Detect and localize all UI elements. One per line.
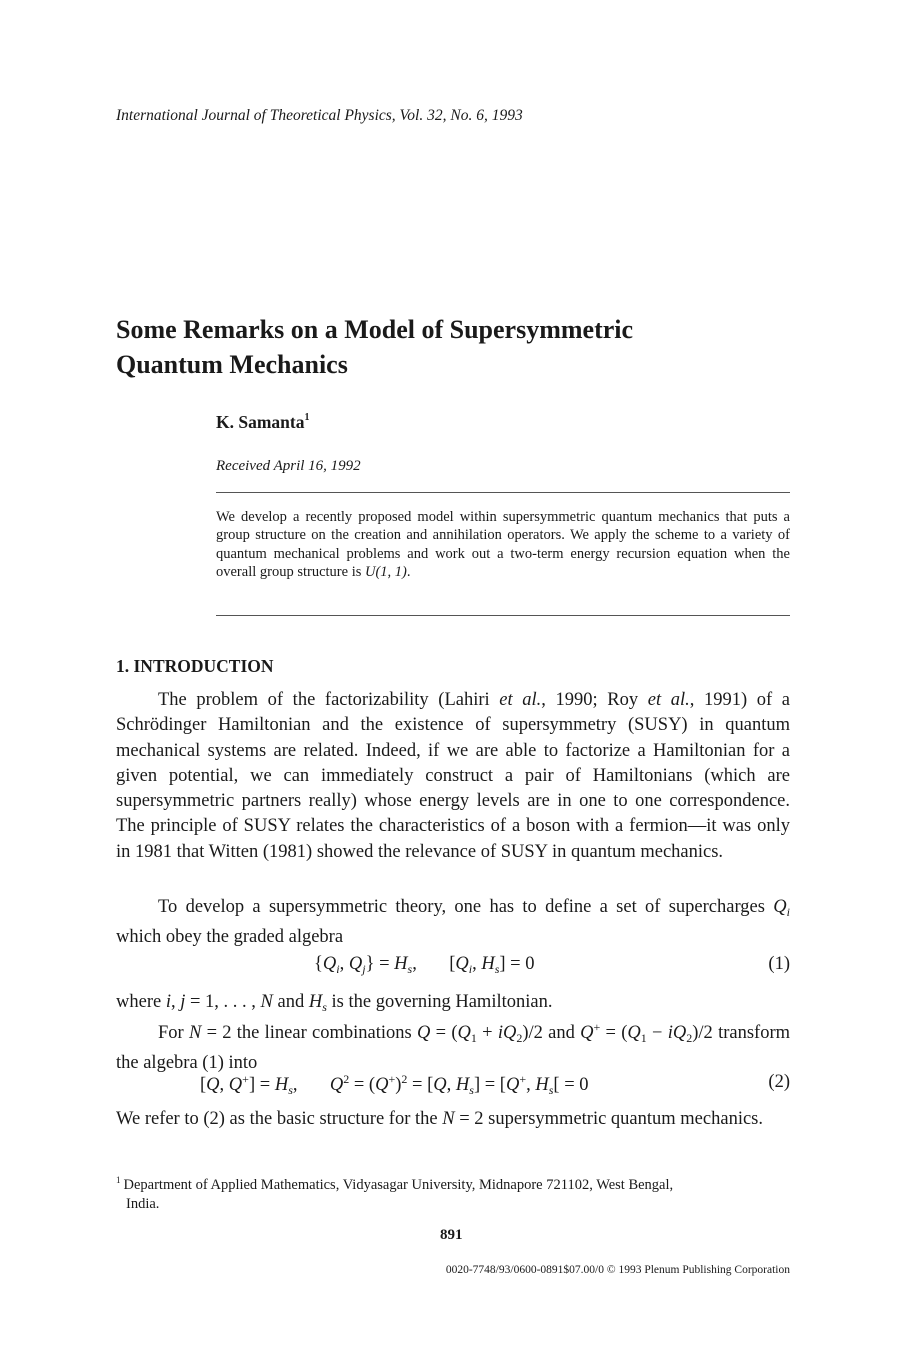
equation-2: [Q, $Q^+] = H_s$, $Q^2 = (Q^+)^2 = [Q$, $H_s] = [Q^+$, $H_s[ = 0$ [200,1072,589,1097]
abstract-top-rule [216,492,790,493]
p1-text-b: , 1990; Roy [541,690,648,710]
hamiltonian-symbol: $H_s$ [308,992,327,1014]
p4-text-b: the linear combinations [231,1023,417,1043]
journal-header: International Journal of Theoretical Physics, Vol. 32, No. 6, 1993 [116,107,523,124]
index-range: i [165,992,171,1012]
p1-text-a: The problem of the factorizability (Lahiri [158,690,500,710]
abstract-group-symbol: U(1, 1) [365,564,407,581]
affiliation-footnote [116,1171,790,1213]
n-symbol: N [442,1109,455,1129]
title-line-2: Quantum Mechanics [116,350,348,379]
p4-text-c: and [542,1023,581,1043]
p3-text-b: and [272,992,309,1012]
equation-1-number: (1) [768,954,790,974]
section-heading: 1. INTRODUCTION [116,656,274,676]
received-date: Received April 16, 1992 [216,458,361,474]
page-number: 891 [440,1227,463,1243]
p1-text-c: , 1991) of a Schrödinger Hamiltonian and the existence of supersymmetry (SUSY) in quantum mechanical systems are related. Indeed, if we are able to factorize a Hamiltonian for a given potential, we can immediately construct a pair of Hamiltonians (which are supersymmetric partners really) whose energy levels are in one to one correspondence. The principle of SUSY relates the characteristics of a boson with a fermion—it was only in 1981 that Witten (1981) showed the relevance of SUSY in quantum mechanics. [116,690,791,862]
supercharge-symbol: $Q_i$ [773,897,790,919]
p5-text-b: supersymmetric quantum mechanics. [483,1109,763,1129]
copyright-line: 0020-7748/93/0600-0891$07.00/0 © 1993 Plenum Publishing Corporation [445,1264,790,1276]
abstract-end: . [406,564,411,581]
et-al-2: et al. [647,690,690,710]
footnote-text-1: Department of Applied Mathematics, Vidyasagar University, Midnapore 721102, West Bengal, [123,1177,674,1193]
p4-text-a: For [158,1023,189,1043]
author-text: K. Samanta [216,412,305,432]
abstract-bottom-rule [216,615,790,616]
footnote-mark: 1 [116,1175,121,1185]
p4-text-d: transform the algebra (1) into [116,1023,790,1074]
footnote-line-2: India. [126,1195,160,1212]
et-al-1: et al. [499,690,542,710]
equation-2-number: (2) [768,1072,790,1092]
paragraph-4: For N = 2 the linear combinations $Q = (Q_1 + iQ_2)/2$ and $Q^+ = (Q_1 - iQ_2)/2$ transform the algebra (1) into [116,1020,790,1074]
p3-text-a: where [116,992,166,1012]
p2-text-a: To develop a supersymmetric theory, one has to define a set of supercharges [158,897,774,917]
title-line-1: Some Remarks on a Model of Supersymmetric [116,315,634,344]
footnote-line-1 [116,1171,790,1195]
p5-text-a: We refer to (2) as the basic structure for the [116,1109,443,1129]
p2-text-b: which obey the graded algebra [116,927,344,948]
n-equals-2: N [188,1023,202,1043]
author-footnote-mark: 1 [304,412,310,423]
paragraph-5: We refer to (2) as the basic structure for the N = 2 supersymmetric quantum mechanics. [116,1109,763,1129]
article-title [116,312,756,382]
equation-1: {$Q_i$, $Q_j\} = H_s$, [$Q_i$, $H_s] = 0$ [314,954,535,976]
abstract [216,508,790,582]
paragraph-1 [116,688,790,865]
abstract-text: We develop a recently proposed model within supersymmetric quantum mechanics that puts a group structure on the creation and annihilation operators. We apply the scheme to a variety of quantum mechanical problems and work out a two-term energy recursion equation when the overall group structure is [216,509,790,581]
paragraph-2 [116,895,790,951]
p3-text-c: is the governing Hamiltonian. [326,992,553,1012]
paragraph-3: where i, j = 1, . . . , N and $H_s$ is the governing Hamiltonian. [116,992,553,1014]
author-name [216,412,309,433]
